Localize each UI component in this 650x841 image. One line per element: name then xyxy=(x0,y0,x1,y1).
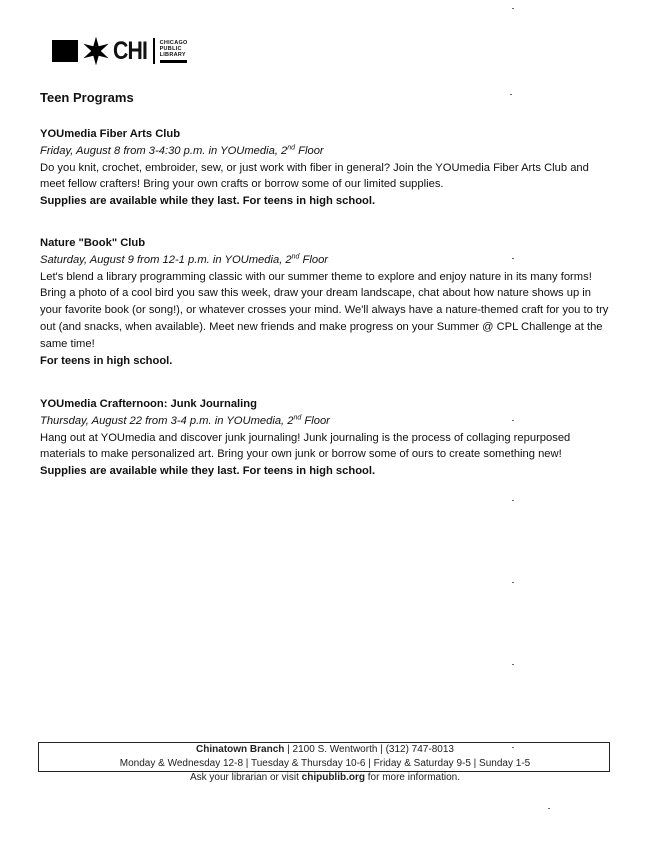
program-note: Supplies are available while they last. For teens in high school. xyxy=(40,195,376,208)
program-note: Supplies are available while they last. For teens in high school. xyxy=(40,465,376,478)
chicago-star-icon xyxy=(81,36,111,66)
program-schedule: Thursday, August 22 from 3-4 p.m. in YOUmedia, 2nd Floor xyxy=(40,414,330,427)
scan-speck xyxy=(512,582,514,583)
scan-speck xyxy=(512,258,514,259)
footer-ask-line: Ask your librarian or visit chipublib.org for more information. xyxy=(189,772,461,783)
cpl-logo xyxy=(52,36,188,66)
program-schedule: Friday, August 8 from 3-4:30 p.m. in YOUmedia, 2nd Floor xyxy=(40,144,324,157)
program-schedule: Saturday, August 9 from 12-1 p.m. in YOUmedia, 2nd Floor xyxy=(40,253,329,266)
logo-line: LIBRARY xyxy=(159,51,186,58)
program-description: Let's blend a library programming classic with our summer theme to explore and enjoy nature in its many forms! Bring a photo of a cool bird you saw this week, draw your dream landscape, chat about how nature shows up in your favorite book (or song!), or whatever crosses your mind. We'll always have a nature-themed craft for you to try out (and snacks, when available). Meet new friends and make progress on your Summer @ CPL Challenge at the same time! xyxy=(40,270,609,350)
program-name: Nature "Book" Club xyxy=(40,237,146,249)
program-name: YOUmedia Fiber Arts Club xyxy=(40,128,181,140)
scan-speck xyxy=(510,94,512,95)
program-nature-book-club xyxy=(40,235,610,369)
program-note: For teens in high school. xyxy=(40,354,173,367)
logo-line: PUBLIC xyxy=(159,45,182,52)
branch-address: | 2100 S. Wentworth | (312) 747-8013 xyxy=(284,744,454,755)
program-description: Hang out at YOUmedia and discover junk journaling! Junk journaling is the process of collaging repurposed materials to make personalized art. Bring your own junk or borrow some of ours to create something new! xyxy=(40,431,571,461)
scan-speck xyxy=(512,747,514,748)
scan-speck xyxy=(512,8,514,9)
branch-name: Chinatown Branch xyxy=(196,744,285,755)
program-crafternoon xyxy=(40,396,610,480)
program-fiber-arts xyxy=(40,126,610,210)
scan-speck xyxy=(512,664,514,665)
logo-underline xyxy=(160,60,187,63)
program-description: Do you knit, crochet, embroider, sew, or just work with fiber in general? Join the YOUmedia Fiber Arts Club and meet fellow crafters! Bring your own crafts or borrow some of our limited supplies. xyxy=(40,161,589,191)
site-link[interactable]: chipublib.org xyxy=(301,772,365,783)
logo-line: CHICAGO xyxy=(159,39,188,46)
footer-hours: Monday & Wednesday 12-8 | Tuesday & Thursday 10-6 | Friday & Saturday 9-5 | Sunday 1-5 xyxy=(119,758,531,769)
scan-speck xyxy=(548,808,550,809)
scan-speck xyxy=(512,420,514,421)
footer-branch-line xyxy=(0,744,650,755)
scan-speck xyxy=(512,500,514,501)
logo-brand: CHI xyxy=(113,37,148,65)
program-name: YOUmedia Crafternoon: Junk Journaling xyxy=(40,398,257,410)
logo-divider xyxy=(153,38,155,64)
logo-block xyxy=(52,40,78,62)
logo-wordmark xyxy=(160,40,188,63)
page-title: Teen Programs xyxy=(40,90,134,105)
